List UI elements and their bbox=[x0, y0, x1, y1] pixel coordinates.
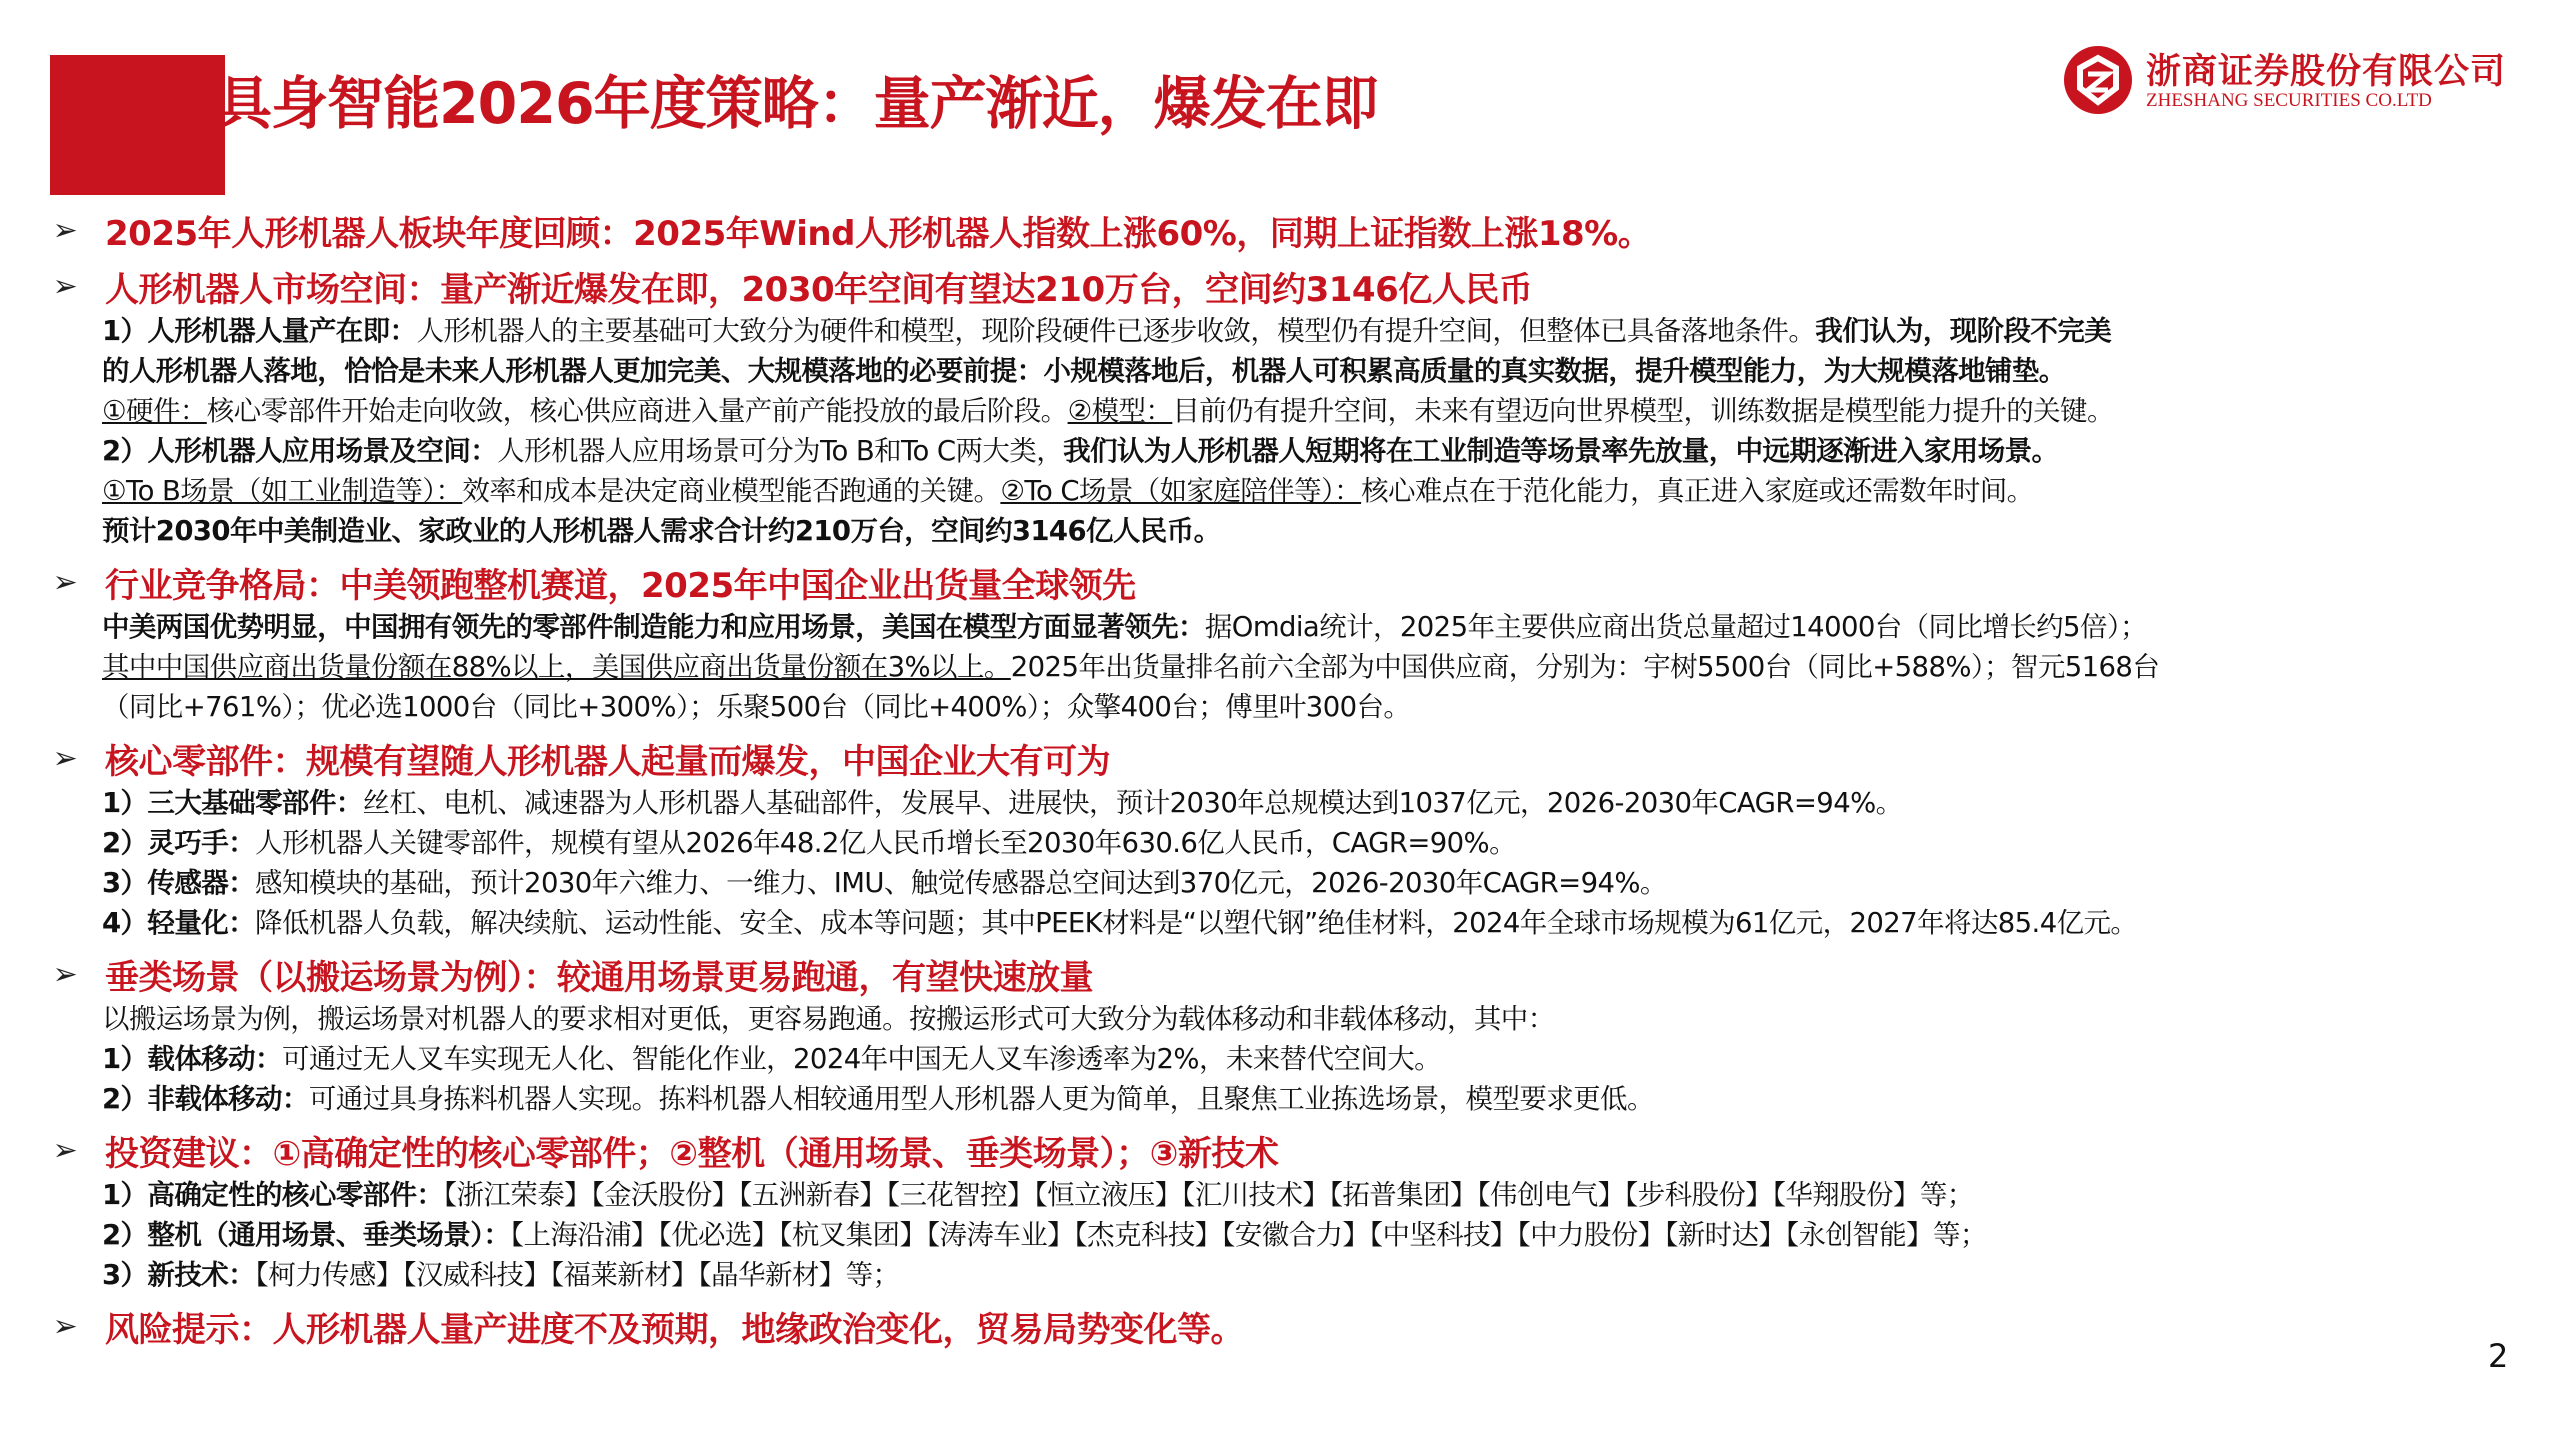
paragraph-line bbox=[102, 647, 2540, 687]
text-span: 2）灵巧手： bbox=[102, 827, 256, 859]
section-competition bbox=[40, 557, 2540, 727]
text-span: 可通过具身拣料机器人实现。拣料机器人相较通用型人形机器人更为简单，且聚焦工业拣选场景，模型要求更低。 bbox=[308, 1083, 1654, 1115]
paragraph-line: 的人形机器人落地，恰恰是未来人形机器人更加完美、大规模落地的必要前提：小规模落地后，机器人可积累高质量的真实数据，提升模型能力，为大规模落地铺垫。 bbox=[102, 355, 2066, 387]
heading-text: 投资建议：①高确定性的核心零部件；②整机（通用场景、垂类场景）；③新技术 bbox=[105, 1133, 1279, 1174]
heading-text: 核心零部件：规模有望随人形机器人起量而爆发，中国企业大有可为 bbox=[105, 741, 1110, 782]
paragraph-line bbox=[102, 311, 2540, 351]
text-span: 效率和成本是决定商业模型能否跑通的关键。 bbox=[462, 475, 1001, 507]
title-accent-block bbox=[50, 55, 225, 195]
section-market-space bbox=[40, 261, 2540, 551]
text-span: 2）人形机器人应用场景及空间： bbox=[102, 435, 498, 467]
paragraph-line: 以搬运场景为例，搬运场景对机器人的要求相对更低，更容易跑通。按搬运形式可大致分为载体移动和非载体移动，其中： bbox=[102, 1003, 1555, 1035]
text-span: 我们认为人形机器人短期将在工业制造等场景率先放量，中远期逐渐进入家用场景。 bbox=[1063, 435, 2059, 467]
text-span: 人形机器人应用场景可分为To B和To C两大类， bbox=[497, 435, 1064, 467]
text-span: 2）非载体移动： bbox=[102, 1083, 309, 1115]
text-span: ①To B场景（如工业制造等）： bbox=[102, 475, 463, 507]
heading-text: 垂类场景（以搬运场景为例）：较通用场景更易跑通，有望快速放量 bbox=[105, 957, 1093, 998]
text-span: 2025年出货量排名前六全部为中国供应商，分别为：宇树5500台（同比+588%）；智元5168台 bbox=[1010, 651, 2160, 683]
company-name-cn: 浙商证券股份有限公司 bbox=[2146, 52, 2507, 92]
heading-text: 行业竞争格局：中美领跑整机赛道，2025年中国企业出货量全球领先 bbox=[105, 565, 1136, 606]
section-heading bbox=[40, 949, 2540, 999]
section-heading bbox=[40, 733, 2540, 783]
paragraph-line bbox=[102, 863, 2540, 903]
text-span: 2）整机（通用场景、垂类场景）： bbox=[102, 1219, 511, 1251]
section-vertical-scenes bbox=[40, 949, 2540, 1119]
company-name-en: ZHESHANG SECURITIES CO.LTD bbox=[2146, 90, 2432, 111]
text-span: ①硬件： bbox=[102, 395, 207, 427]
heading-text: 人形机器人市场空间：量产渐近爆发在即，2030年空间有望达210万台，空间约3146亿人民币 bbox=[105, 269, 1533, 310]
paragraph-line bbox=[102, 1175, 2540, 1215]
text-span: 可通过无人叉车实现无人化、智能化作业，2024年中国无人叉车渗透率为2%，未来替代空间大。 bbox=[281, 1043, 1442, 1075]
paragraph-line bbox=[102, 903, 2540, 943]
text-span: 4）轻量化： bbox=[102, 907, 256, 939]
content-area bbox=[40, 205, 2540, 1351]
text-span: 3）新技术： bbox=[102, 1259, 256, 1291]
section-heading bbox=[40, 557, 2540, 607]
section-review bbox=[40, 205, 2540, 255]
text-span: 核心零部件开始走向收敛，核心供应商进入量产前产能投放的最后阶段。 bbox=[206, 395, 1068, 427]
section-body bbox=[40, 999, 2540, 1119]
text-span: ②模型： bbox=[1067, 395, 1173, 427]
paragraph-line bbox=[102, 1215, 2540, 1255]
text-span: 1）载体移动： bbox=[102, 1043, 282, 1075]
heading-text: 风险提示：人形机器人量产进度不及预期，地缘政治变化，贸易局势变化等。 bbox=[105, 1309, 1244, 1350]
paragraph-line bbox=[102, 431, 2540, 471]
arrow-bullet-icon: ➢ bbox=[52, 212, 78, 248]
paragraph-line bbox=[102, 471, 2540, 511]
text-span: 1）三大基础零部件： bbox=[102, 787, 363, 819]
text-span: 中美两国优势明显，中国拥有领先的零部件制造能力和应用场景，美国在模型方面显著领先： bbox=[102, 611, 1205, 643]
section-body bbox=[40, 1175, 2540, 1295]
page-number: 2 bbox=[2488, 1337, 2509, 1375]
paragraph-line bbox=[102, 1039, 2540, 1079]
arrow-bullet-icon: ➢ bbox=[52, 564, 78, 600]
text-span: 【浙江荣泰】【金沃股份】【五洲新春】【三花智控】【恒立液压】【汇川技术】【拓普集团】【伟创电气】【步科股份】【华翔股份】等； bbox=[443, 1179, 1974, 1211]
text-span: 【上海沿浦】【优必选】【杭叉集团】【涛涛车业】【杰克科技】【安徽合力】【中坚科技】【中力股份】【新时达】【永创智能】等； bbox=[510, 1219, 1987, 1251]
text-span: 人形机器人关键零部件，规模有望从2026年48.2亿人民币增长至2030年630.6亿人民币，CAGR=90%。 bbox=[255, 827, 1516, 859]
arrow-bullet-icon: ➢ bbox=[52, 740, 78, 776]
section-risk bbox=[40, 1301, 2540, 1351]
text-span: 【柯力传感】【汉威科技】【福莱新材】【晶华新材】等； bbox=[255, 1259, 900, 1291]
arrow-bullet-icon: ➢ bbox=[52, 1132, 78, 1168]
paragraph-line bbox=[102, 783, 2540, 823]
text-span: 我们认为，现阶段不完美 bbox=[1815, 315, 2112, 347]
text-span: 感知模块的基础，预计2030年六维力、一维力、IMU、触觉传感器总空间达到370亿元，2026-2030年CAGR=94%。 bbox=[255, 867, 1667, 899]
section-heading bbox=[40, 1125, 2540, 1175]
text-span: 核心难点在于范化能力，真正进入家庭或还需数年时间。 bbox=[1361, 475, 2034, 507]
paragraph-line bbox=[102, 823, 2540, 863]
section-heading bbox=[40, 261, 2540, 311]
section-body bbox=[40, 783, 2540, 943]
text-span: 1）人形机器人量产在即： bbox=[102, 315, 417, 347]
paragraph-line bbox=[102, 1255, 2540, 1295]
text-span: 降低机器人负载，解决续航、运动性能、安全、成本等问题；其中PEEK材料是“以塑代钢”绝佳材料，2024年全球市场规模为61亿元，2027年将达85.4亿元。 bbox=[255, 907, 2138, 939]
text-span: 人形机器人的主要基础可大致分为硬件和模型，现阶段硬件已逐步收敛，模型仍有提升空间，但整体已具备落地条件。 bbox=[416, 315, 1816, 347]
section-components bbox=[40, 733, 2540, 943]
text-span: 据Omdia统计，2025年主要供应商出货总量超过14000台（同比增长约5倍）； bbox=[1204, 611, 2147, 643]
text-span: 1）高确定性的核心零部件： bbox=[102, 1179, 444, 1211]
arrow-bullet-icon: ➢ bbox=[52, 956, 78, 992]
paragraph-line: （同比+761%）；优必选1000台（同比+300%）；乐聚500台（同比+400%）；众擎400台；傅里叶300台。 bbox=[102, 691, 1411, 723]
section-heading bbox=[40, 1301, 2540, 1351]
arrow-bullet-icon: ➢ bbox=[52, 268, 78, 304]
section-investment bbox=[40, 1125, 2540, 1295]
section-body bbox=[40, 311, 2540, 551]
text-span: 3）传感器： bbox=[102, 867, 256, 899]
section-body bbox=[40, 607, 2540, 727]
company-logo bbox=[2062, 40, 2522, 120]
zheshang-logo-icon bbox=[2062, 44, 2134, 116]
text-span: 目前仍有提升空间，未来有望迈向世界模型，训练数据是模型能力提升的关键。 bbox=[1172, 395, 2114, 427]
paragraph-line bbox=[102, 391, 2540, 431]
heading-text: 2025年人形机器人板块年度回顾：2025年Wind人形机器人指数上涨60%，同期上证指数上涨18%。 bbox=[105, 213, 1652, 254]
section-heading bbox=[40, 205, 2540, 255]
text-span: ②To C场景（如家庭陪伴等）： bbox=[1000, 475, 1362, 507]
page-title: 具身智能2026年度策略：量产渐近，爆发在即 bbox=[215, 71, 1378, 137]
paragraph-line bbox=[102, 607, 2540, 647]
text-span: 其中中国供应商出货量份额在88%以上，美国供应商出货量份额在3%以上。 bbox=[102, 651, 1011, 683]
arrow-bullet-icon: ➢ bbox=[52, 1308, 78, 1344]
text-span: 丝杠、电机、减速器为人形机器人基础部件，发展早、进展快，预计2030年总规模达到1037亿元，2026-2030年CAGR=94%。 bbox=[362, 787, 1903, 819]
paragraph-line bbox=[102, 1079, 2540, 1119]
paragraph-line: 预计2030年中美制造业、家政业的人形机器人需求合计约210万台，空间约3146亿人民币。 bbox=[102, 515, 1221, 547]
